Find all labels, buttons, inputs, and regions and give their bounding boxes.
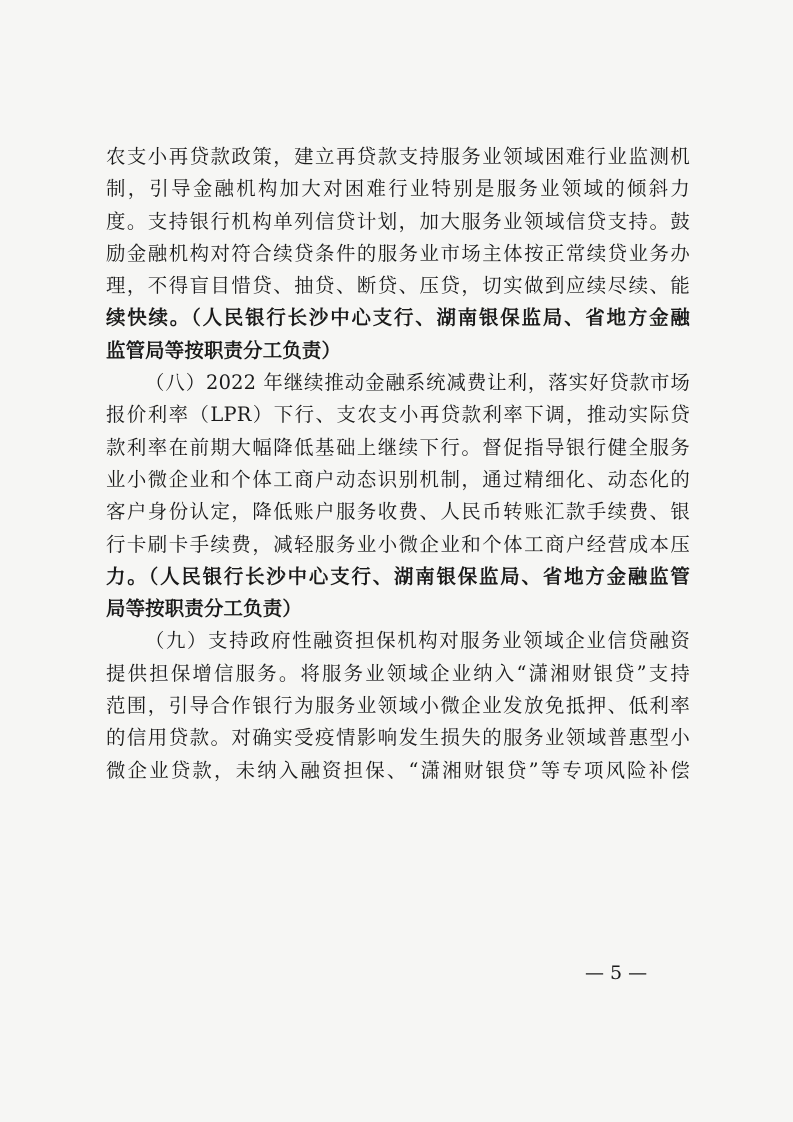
text-line: 续快续。（人民银行长沙中心支行、湖南银保监局、省地方金融 xyxy=(106,306,690,330)
text-line: （八）2022 年继续推动金融系统减费让利，落实好贷款市场 xyxy=(145,371,690,395)
text-line: 微企业贷款，未纳入融资担保、“潇湘财银贷”等专项风险补偿 xyxy=(106,758,690,782)
text-line: 理，不得盲目惜贷、抽贷、断贷、压贷，切实做到应续尽续、能 xyxy=(106,274,690,298)
text-line: 农支小再贷款政策，建立再贷款支持服务业领域困难行业监测机 xyxy=(106,145,690,168)
text-line: 励金融机构对符合续贷条件的服务业市场主体按正常续贷业务办 xyxy=(106,241,690,265)
text-line: 监管局等按职责分工负责） xyxy=(106,338,342,362)
text-line: 力。（人民银行长沙中心支行、湖南银保监局、省地方金融监管 xyxy=(106,564,690,588)
text-line: 局等按职责分工负责） xyxy=(106,597,302,621)
text-line: 提供担保增信服务。将服务业领域企业纳入“潇湘财银贷”支持 xyxy=(106,661,690,685)
text-line: 业小微企业和个体工商户动态识别机制，通过精细化、动态化的 xyxy=(106,467,690,491)
text-line: 报价利率（LPR）下行、支农支小再贷款利率下调，推动实际贷 xyxy=(106,403,690,427)
document-body xyxy=(106,141,690,787)
text-line: 行卡刷卡手续费，减轻服务业小微企业和个体工商户经营成本压 xyxy=(106,532,690,556)
text-line: （九）支持政府性融资担保机构对服务业领域企业信贷融资 xyxy=(145,629,690,653)
text-line: 度。支持银行机构单列信贷计划，加大服务业领域信贷支持。鼓 xyxy=(106,209,690,233)
text-line: 的信用贷款。对确实受疫情影响发生损失的服务业领域普惠型小 xyxy=(106,726,690,750)
text-line: 款利率在前期大幅降低基础上继续下行。督促指导银行健全服务 xyxy=(106,435,690,459)
text-line: 范围，引导合作银行为服务业领域小微企业发放免抵押、低利率 xyxy=(106,694,690,718)
page-number: — 5 — xyxy=(585,962,648,984)
text-line: 制，引导金融机构加大对困难行业特别是服务业领域的倾斜力 xyxy=(106,177,690,201)
text-line: 客户身份认定，降低账户服务收费、人民币转账汇款手续费、银 xyxy=(106,500,690,524)
